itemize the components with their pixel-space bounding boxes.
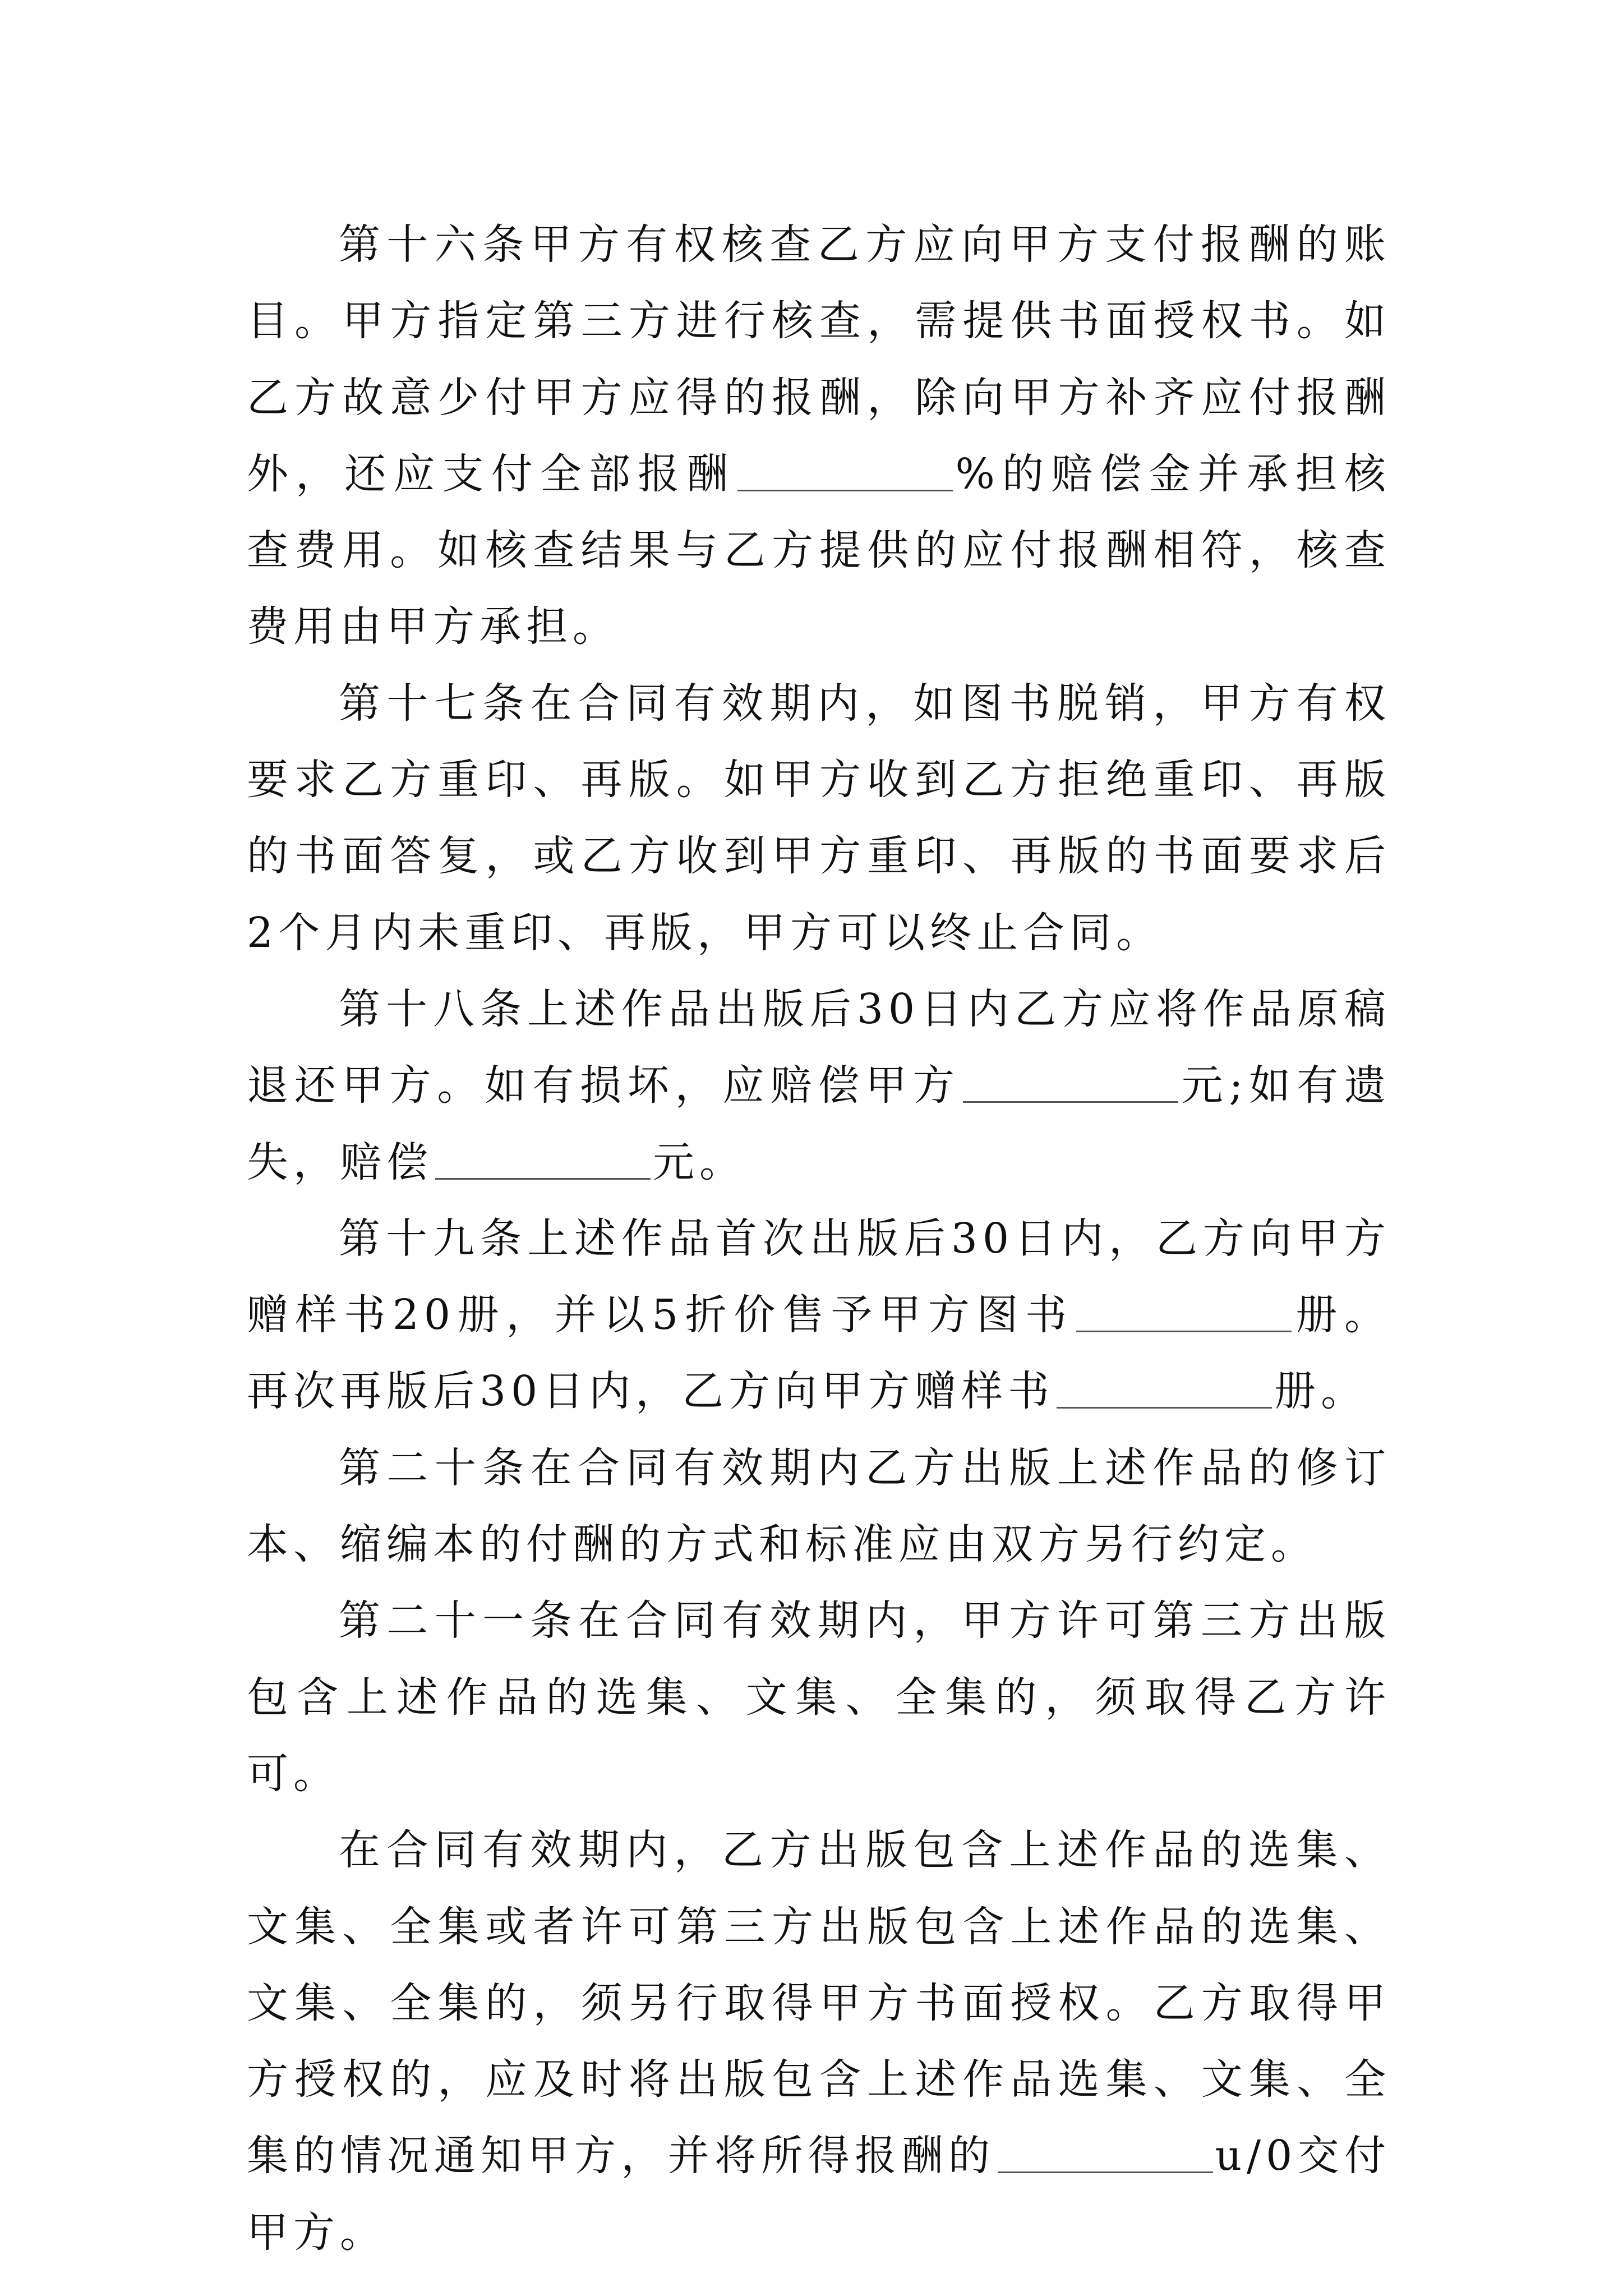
- paragraph-text: 册。: [1274, 1367, 1368, 1416]
- paragraph-text: 元。: [653, 1138, 746, 1186]
- fill-in-blank: [737, 450, 953, 491]
- paragraph-text: 册。再次再版后30日内，乙方向甲方赠样书: [247, 1291, 1391, 1416]
- paragraph-text: u/0交付甲方。: [247, 2132, 1391, 2257]
- paragraph-text: 第十九条上述作品首次出版后30日内，乙方向甲方赠样书20册，并以5折价售予甲方图书: [247, 1214, 1391, 1340]
- contract-text-body: [247, 206, 1391, 2271]
- contract-paragraph: [247, 1812, 1391, 2271]
- fill-in-blank: [998, 2132, 1213, 2173]
- paragraph-text: 元;如有遗失，赔偿: [247, 1061, 1391, 1186]
- paragraph-text: 第二十一条在合同有效期内，甲方许可第三方出版包含上述作品的选集、文集、全集的，须取得乙方许可。: [247, 1596, 1391, 1798]
- paragraph-text: 第十七条在合同有效期内，如图书脱销，甲方有权要求乙方重印、再版。如甲方收到乙方拒绝重印、再版的书面答复，或乙方收到甲方重印、再版的书面要求后2个月内未重印、再版，甲方可以终止合同。: [247, 679, 1391, 957]
- paragraph-text: 在合同有效期内，乙方出版包含上述作品的选集、文集、全集或者许可第三方出版包含上述作品的选集、文集、全集的，须另行取得甲方书面授权。乙方取得甲方授权的，应及时将出版包含上述作品选集、文集、全集的情况通知甲方，并将所得报酬的: [247, 1826, 1391, 2180]
- contract-paragraph: [247, 1582, 1391, 1812]
- paragraph-text: 第十八条上述作品出版后30日内乙方应将作品原稿退还甲方。如有损坏，应赔偿甲方: [247, 984, 1391, 1110]
- fill-in-blank: [435, 1139, 651, 1180]
- fill-in-blank: [963, 1062, 1178, 1103]
- contract-paragraph: [247, 665, 1391, 971]
- contract-paragraph: [247, 971, 1391, 1200]
- fill-in-blank: [1076, 1291, 1292, 1332]
- paragraph-text: %的赔偿金并承担核查费用。如核查结果与乙方提供的应付报酬相符，核查费用由甲方承担。: [247, 449, 1391, 651]
- contract-paragraph: [247, 206, 1391, 665]
- contract-paragraph: [247, 1200, 1391, 1430]
- contract-paragraph: [247, 1430, 1391, 1583]
- paragraph-text: 第十六条甲方有权核查乙方应向甲方支付报酬的账目。甲方指定第三方进行核查，需提供书面授权书。如乙方故意少付甲方应得的报酬，除向甲方补齐应付报酬外，还应支付全部报酬: [247, 220, 1391, 498]
- paragraph-text: 第二十条在合同有效期内乙方出版上述作品的修订本、缩编本的付酬的方式和标准应由双方另行约定。: [247, 1443, 1391, 1569]
- fill-in-blank: [1057, 1368, 1272, 1409]
